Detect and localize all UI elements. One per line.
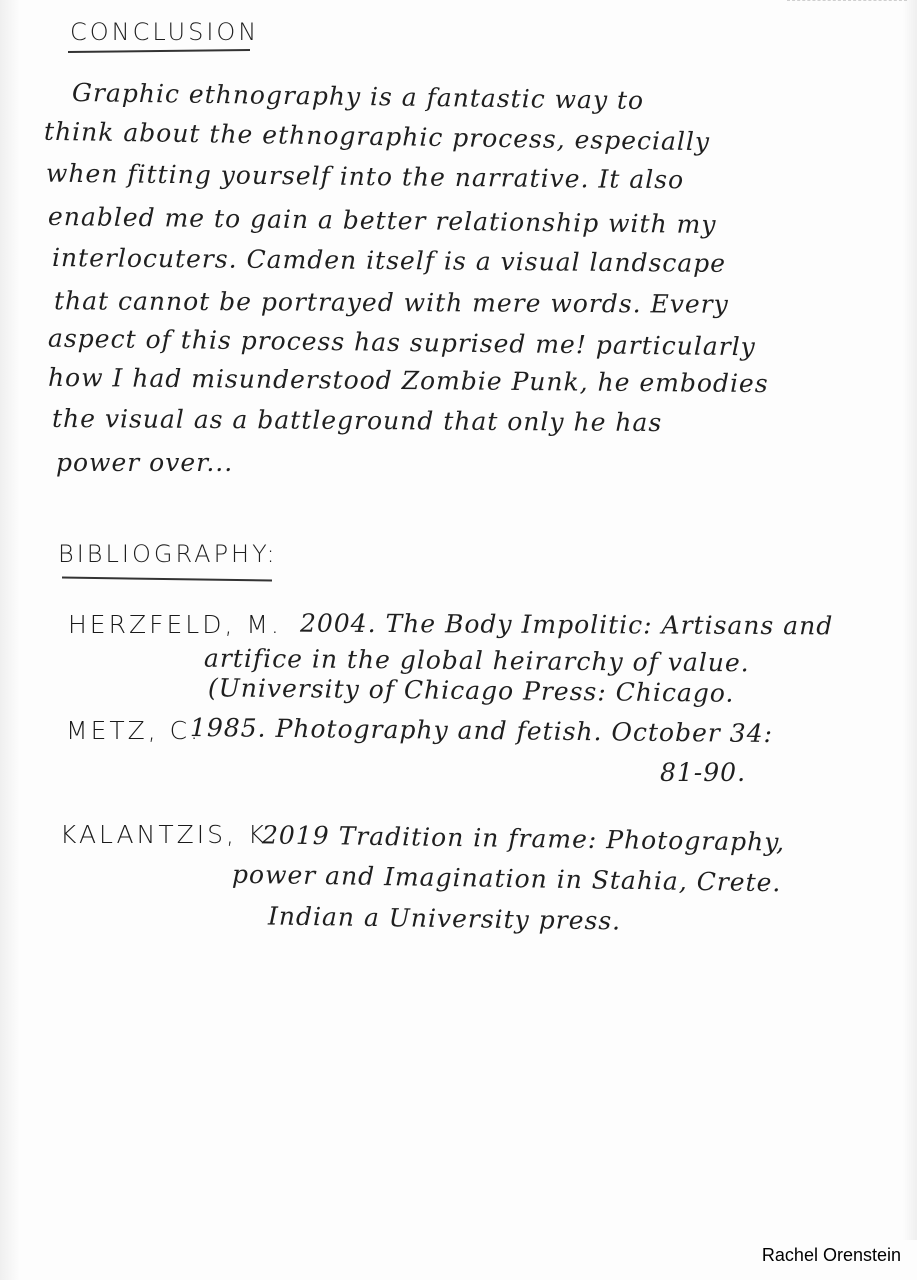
author-name-footer: Rachel Orenstein bbox=[761, 1245, 901, 1265]
bib-author: KALANTZIS, K. bbox=[60, 820, 279, 849]
bib-line: 1985. Photography and fetish. October 34: bbox=[189, 712, 774, 749]
conclusion-line-9: the visual as a battleground that only he has bbox=[51, 403, 663, 438]
bib-line: artifice in the global heirarchy of value. bbox=[203, 643, 750, 678]
conclusion-heading: CONCLUSION bbox=[70, 18, 260, 46]
bib-line: 2019 Tradition in frame: Photography, bbox=[261, 820, 786, 857]
conclusion-line-5: interlocuters. Camden itself is a visual landscape bbox=[51, 243, 727, 278]
bib-line: 2004. The Body Impolitic: Artisans and bbox=[299, 608, 834, 641]
conclusion-line-6: that cannot be portrayed with mere words. Every bbox=[53, 286, 729, 319]
page-left-edge bbox=[0, 0, 20, 1280]
page-right-edge bbox=[903, 0, 917, 1240]
bib-line: power and Imagination in Stahia, Crete. bbox=[231, 859, 782, 898]
conclusion-line-10: power over... bbox=[56, 448, 234, 477]
bib-line: 81-90. bbox=[660, 758, 747, 787]
bib-author: HERZFELD, M. bbox=[68, 610, 282, 639]
page-top-dash bbox=[787, 0, 907, 3]
bib-line: Indian a University press. bbox=[267, 901, 622, 936]
conclusion-underline bbox=[68, 49, 250, 53]
conclusion-line-8: how I had misunderstood Zombie Punk, he embodies bbox=[47, 362, 769, 399]
conclusion-line-2: think about the ethnographic process, especially bbox=[43, 116, 711, 157]
conclusion-line-4: enabled me to gain a better relationship with my bbox=[47, 201, 717, 240]
conclusion-line-7: aspect of this process has suprised me! particularly bbox=[47, 323, 756, 362]
bibliography-heading: BIBLIOGRAPHY: bbox=[58, 540, 278, 568]
bibliography-underline bbox=[62, 577, 272, 582]
conclusion-line-1: Graphic ethnography is a fantastic way to bbox=[71, 78, 645, 115]
bib-author: METZ, C. bbox=[66, 716, 202, 745]
conclusion-line-3: when fitting yourself into the narrative. It also bbox=[45, 158, 685, 195]
bib-line: (University of Chicago Press: Chicago. bbox=[207, 673, 735, 708]
